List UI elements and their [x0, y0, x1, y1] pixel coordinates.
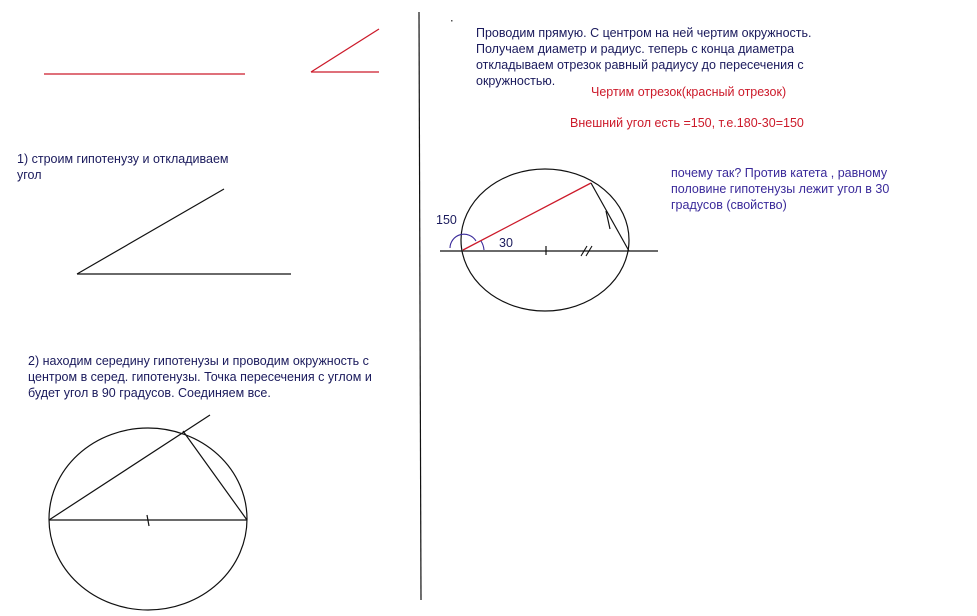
right-circle [461, 169, 629, 311]
why-line3: градусов (свойство) [671, 198, 787, 212]
inner-angle-arc [481, 241, 484, 250]
construction-text [476, 25, 876, 89]
step2-line2: центром в серед. гипотенузы. Точка пересечения с углом и [28, 370, 372, 384]
why-line2: половине гипотенузы лежит угол в 30 [671, 182, 890, 196]
why-text [671, 165, 971, 213]
angle-label-30: 30 [499, 236, 513, 250]
stray-dot [451, 20, 453, 22]
step1-hypotenuse [77, 189, 224, 274]
chord-segment [591, 183, 629, 251]
step1-line1: 1) строим гипотенузу и откладиваем [17, 152, 229, 166]
why-line1: почему так? Против катета , равному [671, 166, 888, 180]
construction-line4: окружностью. [476, 74, 556, 88]
red-segment-note: Чертим отрезок(красный отрезок) [591, 85, 787, 99]
construction-line2: Получаем диаметр и радиус. теперь с конца диаметра [476, 42, 795, 56]
step2-text [28, 353, 418, 401]
angle-label-150: 150 [436, 213, 457, 227]
step1-line2: угол [17, 168, 42, 182]
external-angle-note: Внешний угол есть =150, т.е.180-30=150 [570, 116, 804, 130]
step2-right-leg [183, 431, 247, 520]
step2-hypotenuse-leg [49, 415, 210, 520]
step1-text [17, 151, 317, 183]
construction-line3: откладываем отрезок равный радиусу до пересечения с [476, 58, 804, 72]
given-angle-ray [311, 29, 379, 72]
step2-line1: 2) находим середину гипотенузы и проводим окружность с [28, 354, 369, 368]
step2-line3: будет угол в 90 градусов. Соединяем все. [28, 386, 271, 400]
construction-line1: Проводим прямую. С центром на ней чертим окружность. [476, 26, 812, 40]
vertical-divider [419, 12, 421, 600]
